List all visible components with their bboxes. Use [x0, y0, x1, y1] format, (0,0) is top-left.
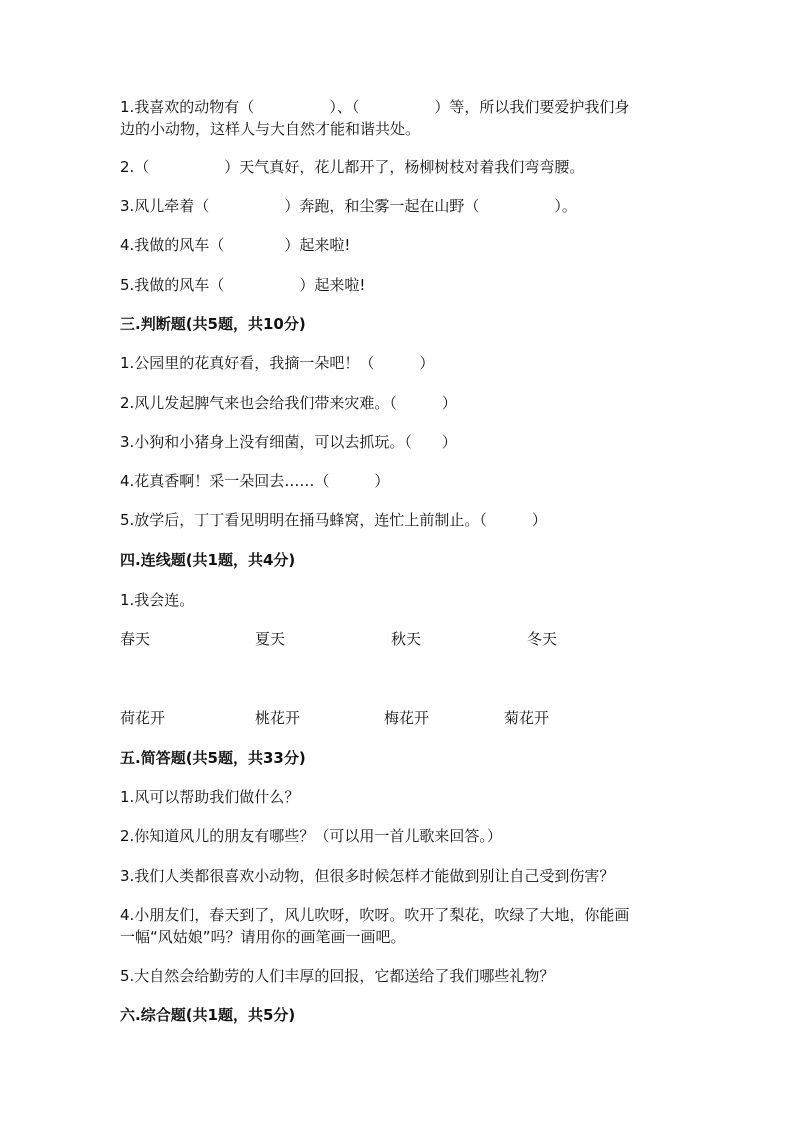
fill-q1-line2: 边的小动物，这样人与大自然才能和谐共处。: [120, 120, 421, 138]
judge-item: 2.风儿发起脾气来也会给我们带来灾难。（ ）: [120, 394, 457, 412]
short-item: 5.大自然会给勤劳的人们丰厚的回报，它都送给了我们哪些礼物？: [120, 967, 555, 985]
match-season: 夏天: [255, 630, 286, 648]
judge-item: 5.放学后，丁丁看见明明在捅马蜂窝，连忙上前制止。（ ）: [120, 511, 547, 529]
judge-item: 4.花真香啊！采一朵回去……（ ）: [120, 472, 390, 490]
match-prompt: 1.我会连。: [120, 591, 195, 609]
match-flower: 梅花开: [384, 709, 430, 727]
section-comprehensive-title: 六.综合题(共1题，共5分): [120, 1006, 296, 1024]
match-season: 春天: [120, 630, 151, 648]
section-short-title: 五.简答题(共5题，共33分): [120, 749, 306, 767]
short-item: 3.我们人类都很喜欢小动物，但很多时候怎样才能做到别让自己受到伤害？: [120, 867, 615, 885]
match-flower: 荷花开: [120, 709, 166, 727]
fill-q4: 4.我做的风车（ ）起来啦!: [120, 236, 351, 254]
fill-q3: 3.风儿牵着（ ）奔跑，和尘雾一起在山野（ ）。: [120, 197, 577, 215]
match-flower: 菊花开: [504, 709, 550, 727]
short-item: 4.小朋友们，春天到了，风儿吹呀，吹呀。吹开了梨花，吹绿了大地，你能画: [120, 906, 630, 924]
section-match-title: 四.连线题(共1题，共4分): [120, 551, 296, 569]
match-season: 冬天: [527, 630, 558, 648]
short-item-continued: 一幅“风姑娘”吗？请用你的画笔画一画吧。: [120, 928, 406, 946]
match-flower: 桃花开: [255, 709, 301, 727]
short-item: 1.风可以帮助我们做什么？: [120, 788, 300, 806]
section-judge-title: 三.判断题(共5题，共10分): [120, 315, 306, 333]
judge-item: 1.公园里的花真好看，我摘一朵吧！（ ）: [120, 354, 435, 372]
judge-item: 3.小狗和小猪身上没有细菌，可以去抓玩。（ ）: [120, 433, 457, 451]
fill-q1-line1: 1.我喜欢的动物有（ ）、（ ）等，所以我们要爱护我们身: [120, 98, 630, 116]
fill-q5: 5.我做的风车（ ）起来啦!: [120, 276, 366, 294]
match-season: 秋天: [391, 630, 422, 648]
fill-q2: 2.（ ）天气真好，花儿都开了，杨柳树枝对着我们弯弯腰。: [120, 158, 585, 176]
short-item: 2.你知道风儿的朋友有哪些？（可以用一首儿歌来回答。）: [120, 827, 502, 845]
